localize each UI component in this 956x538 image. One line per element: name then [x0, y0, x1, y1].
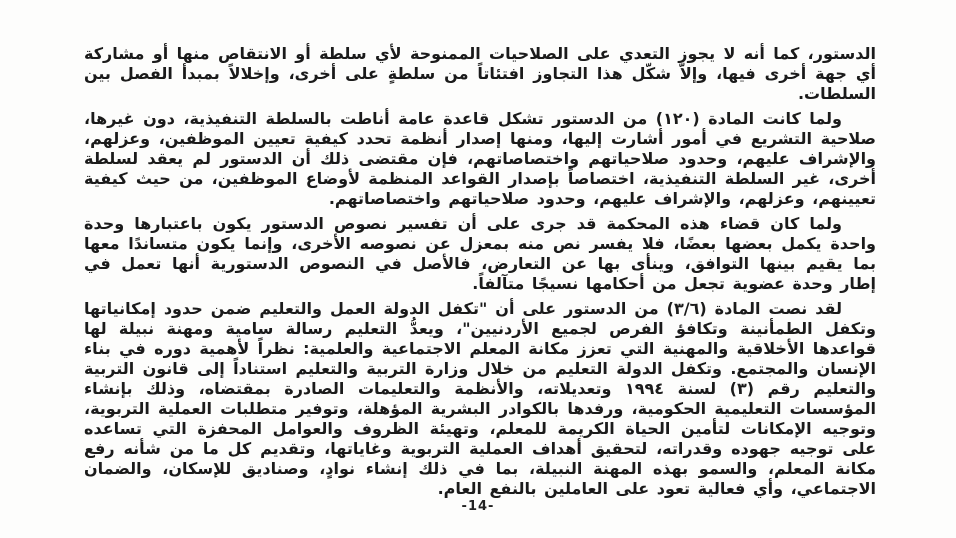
page-number: -14- [461, 499, 495, 514]
paragraph-article-6-3-education: لقد نصت المادة (٣/٦) من الدستور على أن "تكفل الدولة العمل والتعليم ضمن حدود إمكانياتها وتكفل الطمأنينة وتكافؤ الفرص لجميع الأردنيين"، ويعدُّ التعليم رسالة سامية ومهنة نبيلة لها قواعدها الأخلاقية والمهنية التي تعزز مكانة المعلم الاجتماعية والعلمية: نظراً لأهمية دوره في بناء الإنسان والمجتمع. وتكفل الدولة التعليم من خلال وزارة التربية والتعليم استناداً إلى قانون التربية والتعليم رقم (٣) لسنة ١٩٩٤ وتعديلاته، والأنظمة والتعليمات الصادرة بمقتضاه، وذلك بإنشاء المؤسسات التعليمية الحكومية، ورفدها بالكوادر البشرية المؤهلة، وتوفير متطلبات العملية التربوية، وتوجيه الإمكانات لتأمين الحياة الكريمة للمعلم، وتهيئة الظروف والعوامل المحفزة التي تساعده على توجيه جهوده وقدراته، لتحقيق أهداف العملية التربوية وغاياتها، وتقديم كل ما من شأنه رفع مكانة المعلم، والسمو بهذه المهنة النبيلة، بما في ذلك إنشاء نوادٍ، وصناديق للإسكان، والضمان الاجتماعي، وأي فعالية تعود على العاملين بالنفع العام. [84, 299, 877, 498]
paragraph-article-120: ولما كانت المادة (١٢٠) من الدستور تشكل قاعدة عامة أناطت بالسلطة التنفيذية، دون غيرها، صلاحية التشريع في أمور أشارت إليها، ومنها إصدار أنظمة تحدد كيفية تعيين الموظفين، وعزلهم، والإشراف عليهم، وحدود صلاحياتهم واختصاصاتهم، فإن مقتضى ذلك أن الدستور لم يعقد لسلطة أخرى، غير السلطة التنفيذية، اختصاصاً بإصدار القواعد المنظمة لأوضاع الموظفين، من حيث كيفية تعيينهم، وعزلهم، والإشراف عليهم، وحدود صلاحياتهم واختصاصاتهم. [84, 109, 876, 208]
document-page [84, 44, 876, 504]
paragraph-constitution-interpretation: ولما كان قضاء هذه المحكمة قد جرى على أن تفسير نصوص الدستور يكون باعتبارها وحدة واحدة يكمل بعضها بعضًا، فلا يفسر نص منه بمعزل عن نصوصه الأخرى، وإنما يكون متساندًا معها بما يقيم بينها التوافق، وينأى بها عن التعارض، فالأصل في النصوص الدستورية أنها تعمل في إطار وحدة عضوية تجعل من أحكامها نسيجًا متآلفاً. [84, 214, 876, 293]
paragraph-continuation-separation-of-powers: الدستور، كما أنه لا يجوز التعدي على الصلاحيات الممنوحة لأي سلطة أو الانتقاص منها أو مشاركة أي جهة أخرى فيها، وإلاّ شكّل هذا التجاوز افتئاتاً من سلطةٍ على أخرى، وإخلالاً بمبدأ الفصل بين السلطات. [84, 44, 876, 103]
